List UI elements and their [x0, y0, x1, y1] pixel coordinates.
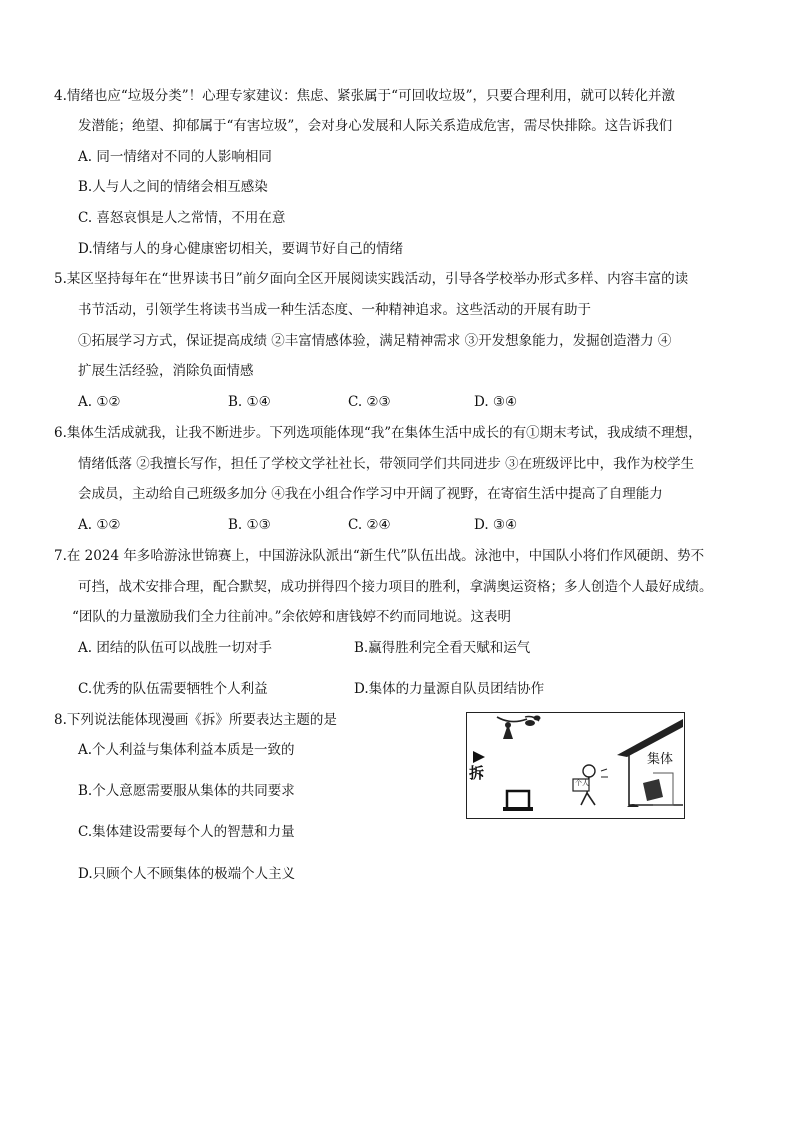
question-8-option-a: A.个人利益与集体利益本质是一致的	[78, 742, 295, 758]
question-5-stem-line-1: 5.某区坚持每年在“世界读书日”前夕面向全区开展阅读实践活动，引导各学校举办形式多样、内容丰富的读	[54, 271, 689, 287]
question-8-option-b: B.个人意愿需要服从集体的共同要求	[78, 783, 295, 799]
question-6-option-c: C. ②④	[348, 517, 391, 533]
question-8-stem-line-1: 8.下列说法能体现漫画《拆》所要表达主题的是	[54, 712, 337, 728]
question-4-option-d: D.情绪与人的身心健康密切相关，要调节好自己的情绪	[78, 241, 404, 257]
question-4-option-a: A. 同一情绪对不同的人影响相同	[78, 149, 272, 165]
question-5-option-b: B. ①④	[228, 394, 271, 410]
question-6-option-a: A. ①②	[78, 517, 121, 533]
question-6-stem-line-1: 6.集体生活成就我，让我不断进步。下列选项能体现“我”在集体生活中成长的有①期末考试，我成绩不理想，	[54, 425, 702, 441]
question-4-stem-line-1: 4.情绪也应“垃圾分类”！心理专家建议：焦虑、紧张属于“可回收垃圾”，只要合理利用，就可以转化并激	[54, 88, 675, 104]
cartoon-wall-label: 集体	[647, 752, 674, 767]
question-5-option-a: A. ①②	[78, 394, 121, 410]
question-7-stem-line-2: 可挡，战术安排合理，配合默契，成功拼得四个接力项目的胜利，拿满奥运资格；多人创造个人最好成绩。	[78, 579, 713, 595]
question-5-option-c: C. ②③	[348, 394, 391, 410]
question-7-option-c: C.优秀的队伍需要牺牲个人利益	[78, 681, 268, 697]
question-5-stem-line-2: 书节活动，引领学生将读书当成一种生活态度、一种精神追求。这些活动的开展有助于	[78, 302, 591, 318]
question-8-option-c: C.集体建设需要每个人的智慧和力量	[78, 824, 295, 840]
question-4-option-b: B.人与人之间的情绪会相互感染	[78, 179, 268, 195]
question-6-option-d: D. ③④	[474, 517, 518, 533]
question-6-stem-line-2: 情绪低落 ②我擅长写作，担任了学校文学社社长，带领同学们共同进步 ③在班级评比中，我作为校学生	[78, 456, 695, 472]
cartoon-chai	[466, 712, 685, 819]
question-7-stem-line-1: 7.在 2024 年多哈游泳世锦赛上，中国游泳队派出“新生代”队伍出战。泳池中，中国队小将们作风硬朗、势不	[54, 548, 705, 564]
question-7-stem-line-3: “团队的力量激励我们全力往前冲。”余依婷和唐钱婷不约而同地说。这表明	[72, 609, 512, 625]
cartoon-box-label: 个人	[575, 779, 589, 787]
question-4-option-c: C. 喜怒哀惧是人之常情，不用在意	[78, 210, 286, 226]
question-5-stem-line-3: ①拓展学习方式，保证提高成绩 ②丰富情感体验，满足精神需求 ③开发想象能力，发掘创造潜力 ④	[78, 333, 672, 349]
question-6-stem-line-3: 会成员，主动给自己班级多加分 ④我在小组合作学习中开阔了视野，在寄宿生活中提高了自理能力	[78, 486, 663, 502]
question-7-option-b: B.赢得胜利完全看天赋和运气	[354, 640, 531, 656]
question-7-option-a: A. 团结的队伍可以战胜一切对手	[78, 640, 272, 656]
question-6-option-b: B. ①③	[228, 517, 271, 533]
question-5-stem-line-4: 扩展生活经验，消除负面情感	[78, 363, 254, 379]
question-8-option-d: D.只顾个人不顾集体的极端个人主义	[78, 866, 296, 882]
question-5-option-d: D. ③④	[474, 394, 518, 410]
cartoon-title-char: 拆	[469, 764, 485, 782]
question-7-option-d: D.集体的力量源自队员团结协作	[354, 681, 545, 697]
question-4-stem-line-2: 发潜能；绝望、抑郁属于“有害垃圾”，会对身心发展和人际关系造成危害，需尽快排除。这告诉我们	[78, 118, 673, 134]
